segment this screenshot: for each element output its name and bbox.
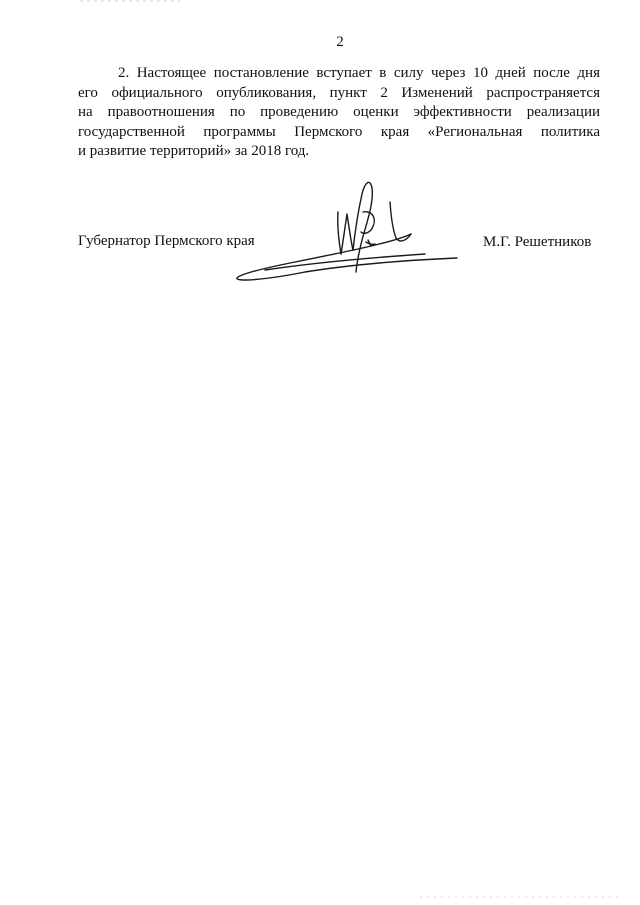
paragraph-line: 2. Настоящее постановление вступает в силу через 10 дней после дня bbox=[118, 65, 600, 81]
page-number: 2 bbox=[336, 34, 344, 50]
paragraph-line: на правоотношения по проведению оценки эффективности реализации bbox=[78, 104, 600, 120]
signatory-name: М.Г. Решетников bbox=[483, 234, 592, 250]
body-paragraph bbox=[78, 64, 600, 162]
paragraph-line: его официального опубликования, пункт 2 Изменений распространяется bbox=[78, 84, 600, 101]
scan-artifact-top bbox=[80, 0, 180, 3]
paragraph-line: и развитие территорий» за 2018 год. bbox=[78, 143, 310, 159]
handwritten-signature bbox=[225, 172, 465, 287]
signatory-title: Губернатор Пермского края bbox=[78, 233, 255, 249]
scan-artifact-bottom bbox=[420, 896, 620, 899]
paragraph-line: государственной программы Пермского края «Региональная политика bbox=[78, 123, 600, 140]
